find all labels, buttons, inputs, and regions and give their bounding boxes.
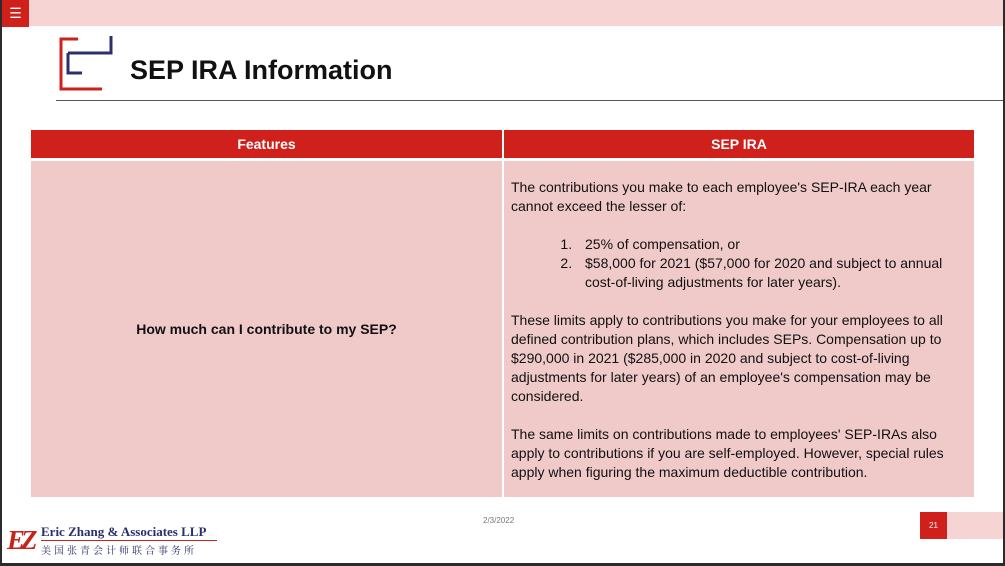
page-title: SEP IRA Information [130,55,393,85]
column-header-features: Features [31,130,503,160]
answer-paragraph-self-employed: The same limits on contributions made to employees' SEP-IRAs also apply to contributions if you are self-employed. However, special rules apply when figuring the maximum deductible contribution. [511,425,944,480]
column-header-sep-ira: SEP IRA [503,130,974,160]
list-item: 1. 25% of compensation, or [576,235,960,254]
answer-cell [503,160,974,498]
limits-list [511,235,960,292]
firm-logo [7,523,232,559]
slide [2,0,1003,563]
title-divider [56,100,1003,101]
table-header-row [31,130,974,160]
table-row [31,160,974,498]
firm-name-chinese: 美国张青会计师联合事务所 [41,546,197,557]
firm-name-divider [41,540,217,541]
question-cell: How much can I contribute to my SEP? [31,160,503,498]
hamburger-menu-icon[interactable]: ☰ [2,0,29,27]
page-number-band [947,512,1003,539]
page-number: 21 [920,512,947,539]
ez-logo-mark: EZ [7,525,34,555]
bracket-logo-icon [54,33,116,95]
list-item: 2. $58,000 for 2021 ($57,000 for 2020 and subject to annual cost-of-living adjustments for later years). [576,254,960,292]
top-band [2,0,1003,26]
info-table [31,130,974,497]
answer-intro: The contributions you make to each employee's SEP-IRA each year cannot exceed the lesser of: [511,178,932,214]
firm-name: Eric Zhang & Associates LLP [41,524,207,539]
answer-paragraph-limits: These limits apply to contributions you make for your employees to all defined contribution plans, which includes SEPs. Compensation up to $290,000 in 2021 ($285,000 in 2020 and subject to cost-of-living adjustments for later years) of an employee's compensation may be considered. [511,311,943,404]
footer-date: 2/3/2022 [483,516,515,525]
